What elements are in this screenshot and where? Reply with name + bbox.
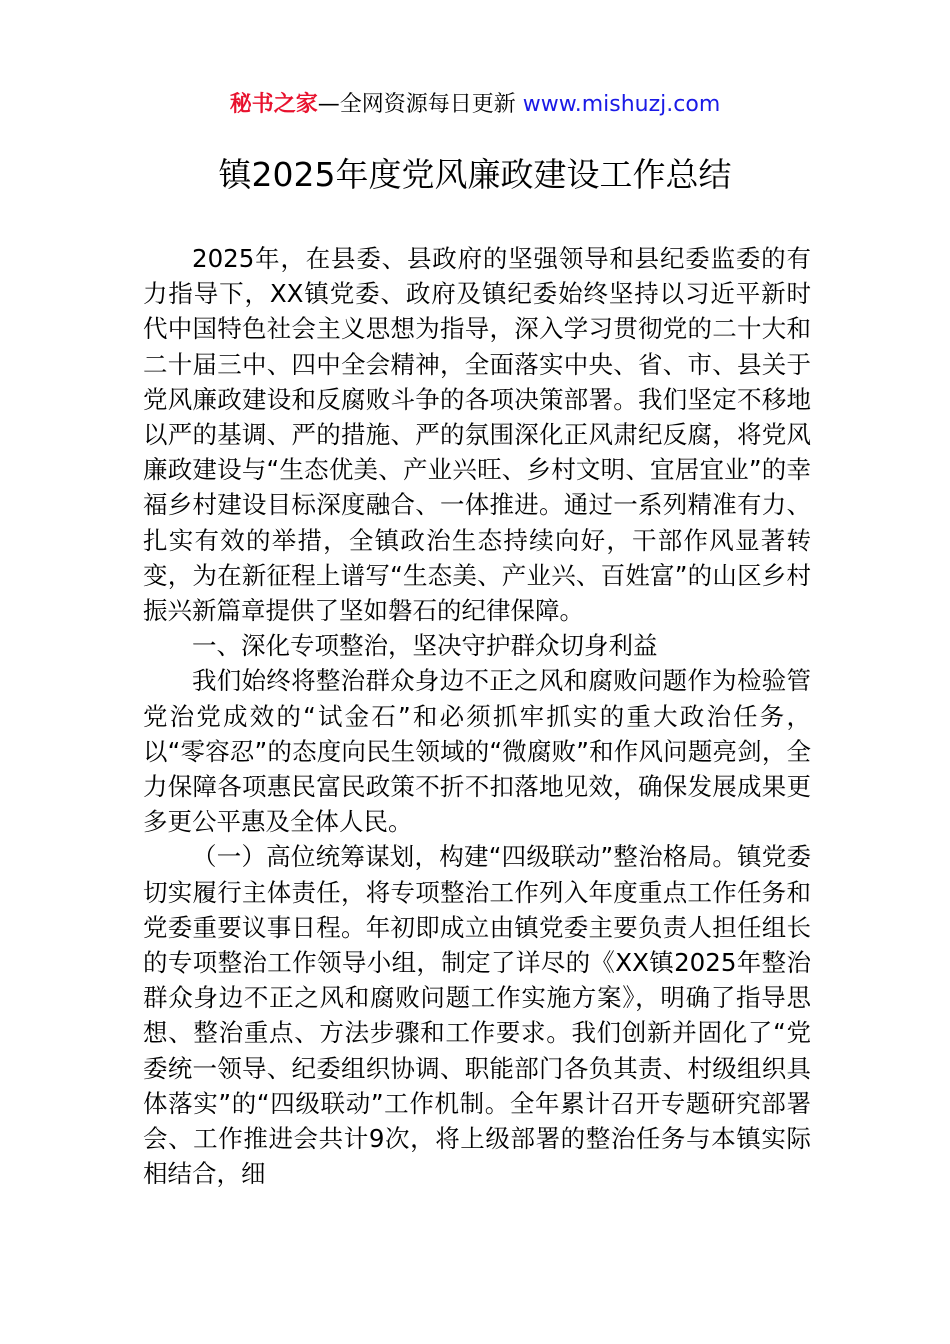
- body-paragraph: 我们始终将整治群众身边不正之风和腐败问题作为检验管党治党成效的“试金石”和必须抓牢抓实的重大政治任务，以“零容忍”的态度向民生领域的“微腐败”和作风问题亮剑，全力保障各项惠民富民政策不折不扣落地见效，确保发展成果更多更公平惠及全体人民。: [143, 666, 811, 837]
- site-header: [0, 88, 950, 122]
- subsection-paragraph: （一）高位统筹谋划，构建“四级联动”整治格局。镇党委切实履行主体责任，将专项整治工作列入年度重点工作任务和党委重要议事日程。年初即成立由镇党委主要负责人担任组长的专项整治工作领导小组，制定了详尽的《XX镇2025年整治群众身边不正之风和腐败问题工作实施方案》，明确了指导思想、整治重点、方法步骤和工作要求。我们创新并固化了“党委统一领导、纪委组织协调、职能部门各负其责、村级组织具体落实”的“四级联动”工作机制。全年累计召开专题研究部署会、工作推进会共计9次，将上级部署的整治任务与本镇实际相结合，细: [143, 842, 811, 1189]
- site-url-link[interactable]: www.mishuzj.com: [522, 92, 721, 117]
- section-heading: 一、深化专项整治，坚决守护群众切身利益: [192, 631, 658, 661]
- site-brand: 秘书之家: [229, 92, 318, 117]
- document-title: 镇2025年度党风廉政建设工作总结: [218, 155, 732, 194]
- intro-paragraph: 2025年，在县委、县政府的坚强领导和县纪委监委的有力指导下，XX镇党委、政府及镇纪委始终坚持以习近平新时代中国特色社会主义思想为指导，深入学习贯彻党的二十大和二十届三中、四中全会精神，全面落实中央、省、市、县关于党风廉政建设和反腐败斗争的各项决策部署。我们坚定不移地以严的基调、严的措施、严的氛围深化正风肃纪反腐，将党风廉政建设与“生态优美、产业兴旺、乡村文明、宜居宜业”的幸福乡村建设目标深度融合、一体推进。通过一系列精准有力、扎实有效的举措，全镇政治生态持续向好，干部作风显著转变，为在新征程上谱写“生态美、产业兴、百姓富”的山区乡村振兴新篇章提供了坚如磐石的纪律保障。: [143, 244, 811, 626]
- document-body: [143, 241, 811, 1191]
- site-tagline: —全网资源每日更新: [317, 92, 516, 117]
